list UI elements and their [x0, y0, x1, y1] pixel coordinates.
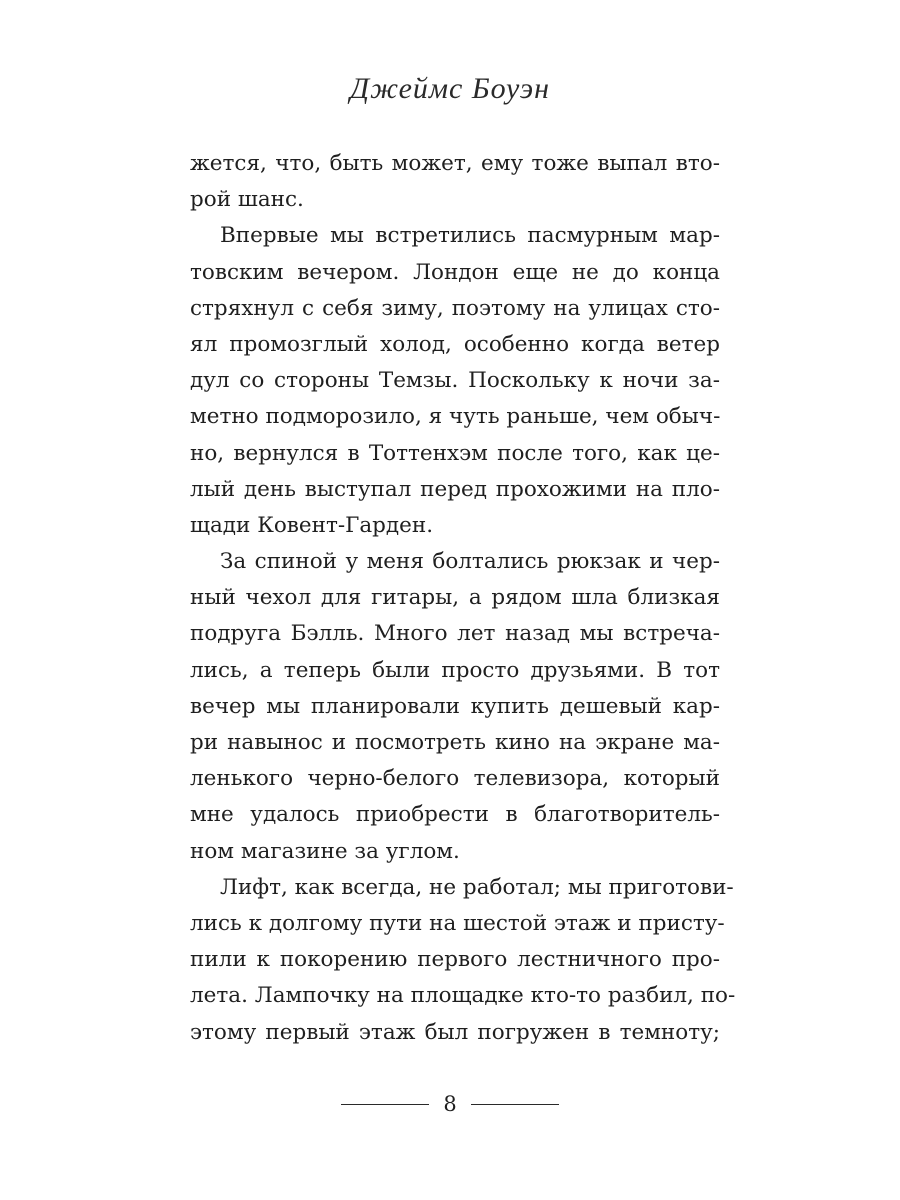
text-line: жется, что, быть может, ему тоже выпал вто-	[190, 151, 720, 176]
text-line: дул со стороны Темзы. Поскольку к ночи за-	[190, 368, 720, 394]
text-line: лый день выступал перед прохожими на пло-	[190, 476, 720, 502]
text-line: вечер мы планировали купить дешевый кар-	[190, 693, 720, 719]
text-line: подруга Бэлль. Много лет назад мы встреча-	[190, 621, 720, 647]
text-line: рой шанс.	[190, 187, 304, 213]
text-line: ял промозглый холод, особенно когда ветер	[190, 331, 720, 357]
text-line: товским вечером. Лондон еще не до конца	[190, 259, 720, 285]
text-line: лись, а теперь были просто друзьями. В тот	[190, 657, 720, 683]
text-line: но, вернулся в Тоттенхэм после того, как це-	[190, 440, 720, 466]
page-number: 8	[443, 1092, 457, 1116]
running-head-author: Джеймс Боуэн	[350, 72, 550, 105]
text-line: Впервые мы встретились пасмурным мар-	[220, 223, 720, 249]
body-text	[190, 146, 736, 1051]
text-line: пили к покорению первого лестничного про-	[190, 947, 720, 973]
text-line: ри навынос и посмотреть кино на экране ма-	[190, 730, 720, 755]
text-line: ный чехол для гитары, а рядом шла близкая	[190, 585, 720, 611]
footer-rule-right	[471, 1104, 559, 1105]
footer-rule-left	[341, 1104, 429, 1105]
text-line: метно подморозило, я чуть раньше, чем обыч-	[190, 404, 721, 430]
text-line: ном магазине за углом.	[190, 838, 460, 864]
page-footer	[0, 1084, 900, 1124]
text-line: лета. Лампочку на площадке кто-то разбил, по-	[190, 983, 736, 1009]
text-line: ленького черно-белого телевизора, который	[190, 766, 720, 792]
text-line: За спиной у меня болтались рюкзак и чер-	[220, 549, 720, 575]
text-line: щади Ковент-Гарден.	[190, 512, 434, 538]
text-line: мне удалось приобрести в благотворитель-	[190, 802, 720, 828]
text-line: стряхнул с себя зиму, поэтому на улицах сто-	[190, 295, 720, 321]
text-line: лись к долгому пути на шестой этаж и присту-	[190, 910, 725, 936]
text-line: Лифт, как всегда, не работал; мы приготови-	[220, 874, 734, 900]
text-line: этому первый этаж был погружен в темноту;	[190, 1019, 720, 1045]
